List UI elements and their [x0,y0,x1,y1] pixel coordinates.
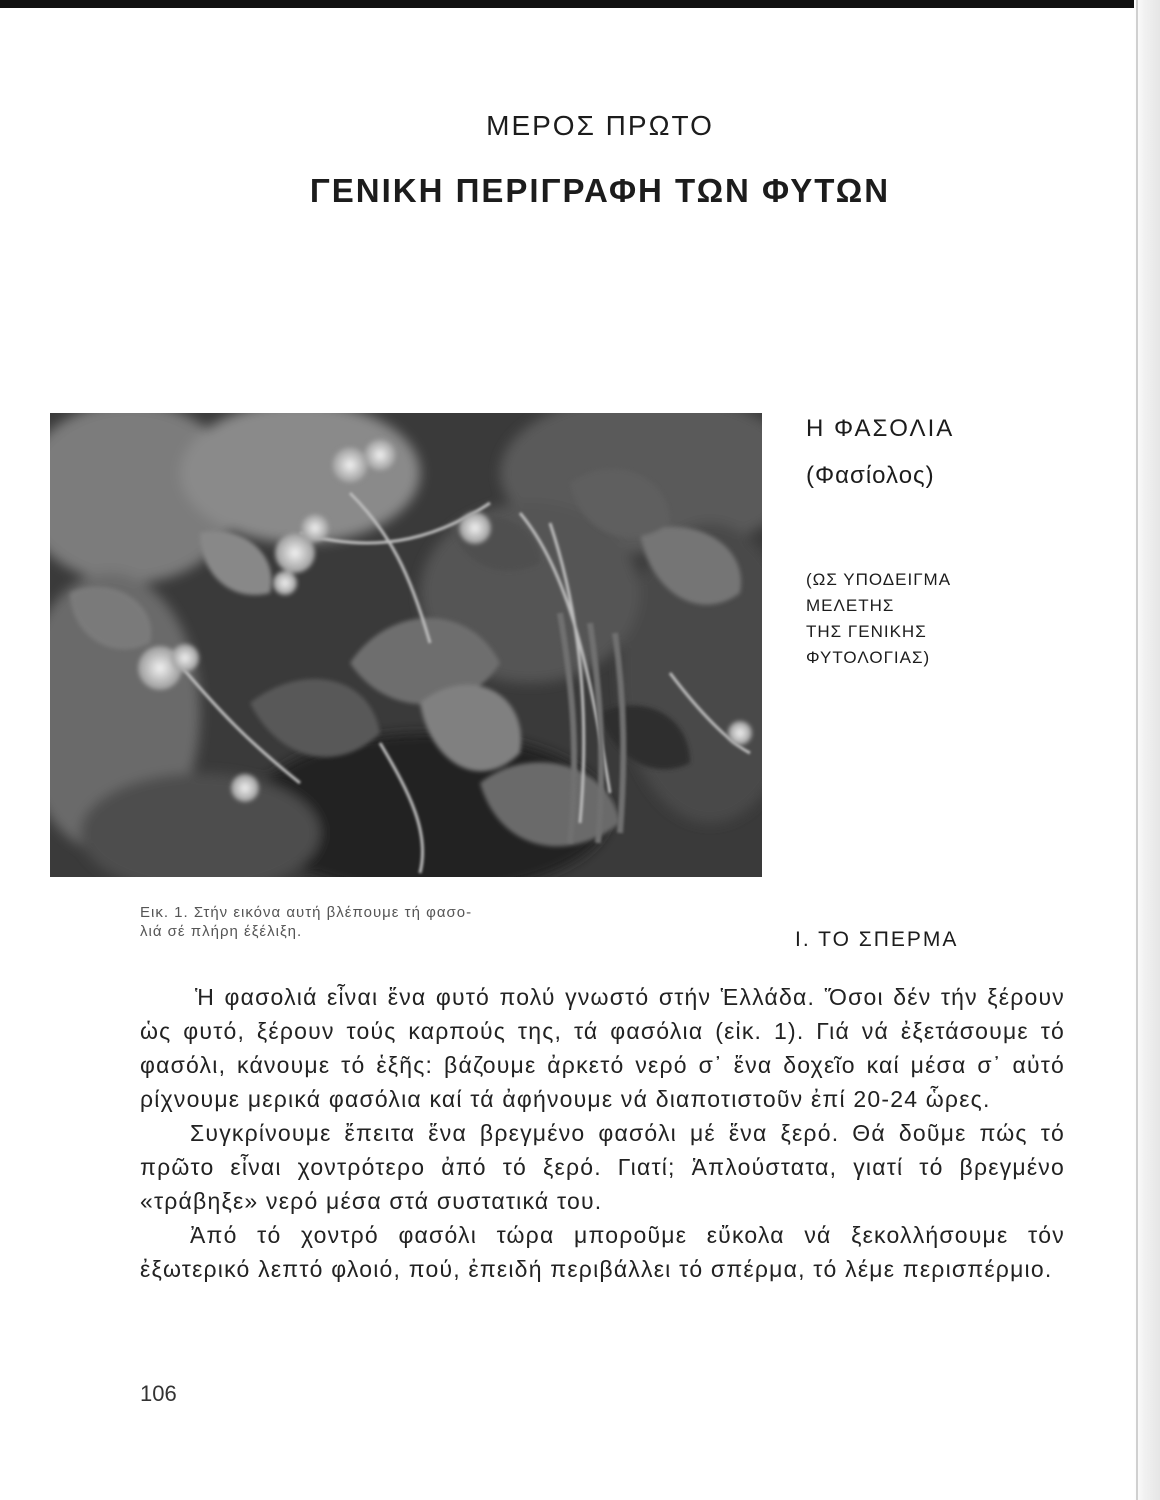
paragraph: Ἀπό τό χοντρό φασόλι τώρα μποροῦμε εὔκολα νά ξεκολλήσουμε τόν ἐξωτερικό λεπτό φλοιό, πού, ἐπειδή περιβάλλει τό σπέρμα, τό λέμε περισπέρμιο. [140,1222,1065,1282]
page-number: 106 [140,1381,177,1406]
main-title: ΓΕΝΙΚΗ ΠΕΡΙΓΡΑΦΗ ΤΩΝ ΦΥΤΩΝ [309,172,891,209]
bean-plant-photo-icon [50,413,762,877]
figure-caption [140,903,610,941]
part-title: ΜΕΡΟΣ ΠΡΩΤΟ [486,110,714,141]
paragraph: Συγκρίνουμε ἔπειτα ἕνα βρεγμένο φασόλι μέ ἕνα ξερό. Θά δοῦμε πώς τό πρῶτο εἶναι χοντρότερο ἀπό τό ξερό. Γιατί; Ἁπλούστατα, γιατί τό βρεγμένο «τράβηξε» νερό μέσα στά συστατικά του. [140,1120,1065,1214]
study-note-line: (ΩΣ ΥΠΟΔΕΙΓΜΑ [806,570,952,589]
study-note [806,567,1066,671]
study-note-line: ΤΗΣ ΓΕΝΙΚΗΣ [806,622,927,641]
figure-caption-line2: λιά σέ πλήρη έξέλιξη. [140,923,303,940]
page-top-border [0,0,1160,8]
study-note-line: ΦΥΤΟΛΟΓΙΑΣ) [806,648,931,667]
study-note-line: ΜΕΛΕΤΗΣ [806,596,895,615]
bean-plant-photo [50,413,762,877]
body-text [140,980,1065,1286]
plant-name-subtitle: (Φασίολος) [806,462,935,489]
paragraph: Ἡ φασολιά εἶναι ἕνα φυτό πολύ γνωστό στήν Ἑλλάδα. Ὅσοι δέν τήν ξέρουν ὡς φυτό, ξέρουν τούς καρπούς της, τά φασόλια (εἰκ. 1). Γιά νά ἐξετάσουμε τό φασόλι, κάνουμε τό ἑξῆς: βάζουμε ἀρκετό νερό σ᾽ ἕνα δοχεῖο καί μέσα σ᾽ αὐτό ρίχνουμε μερικά φασόλια καί τά ἀφήνουμε νά διαποτιστοῦν ἐπί 20-24 ὧρες. [140,984,1065,1112]
page-binding-line [1136,0,1138,1500]
plant-name-title: Η ΦΑΣΟΛΙΑ [806,415,955,442]
figure-caption-line1: Εικ. 1. Στήν εικόνα αυτή βλέπουμε τή φασο- [140,904,473,921]
section-heading: Ι. ΤΟ ΣΠΕΡΜΑ [795,928,959,951]
